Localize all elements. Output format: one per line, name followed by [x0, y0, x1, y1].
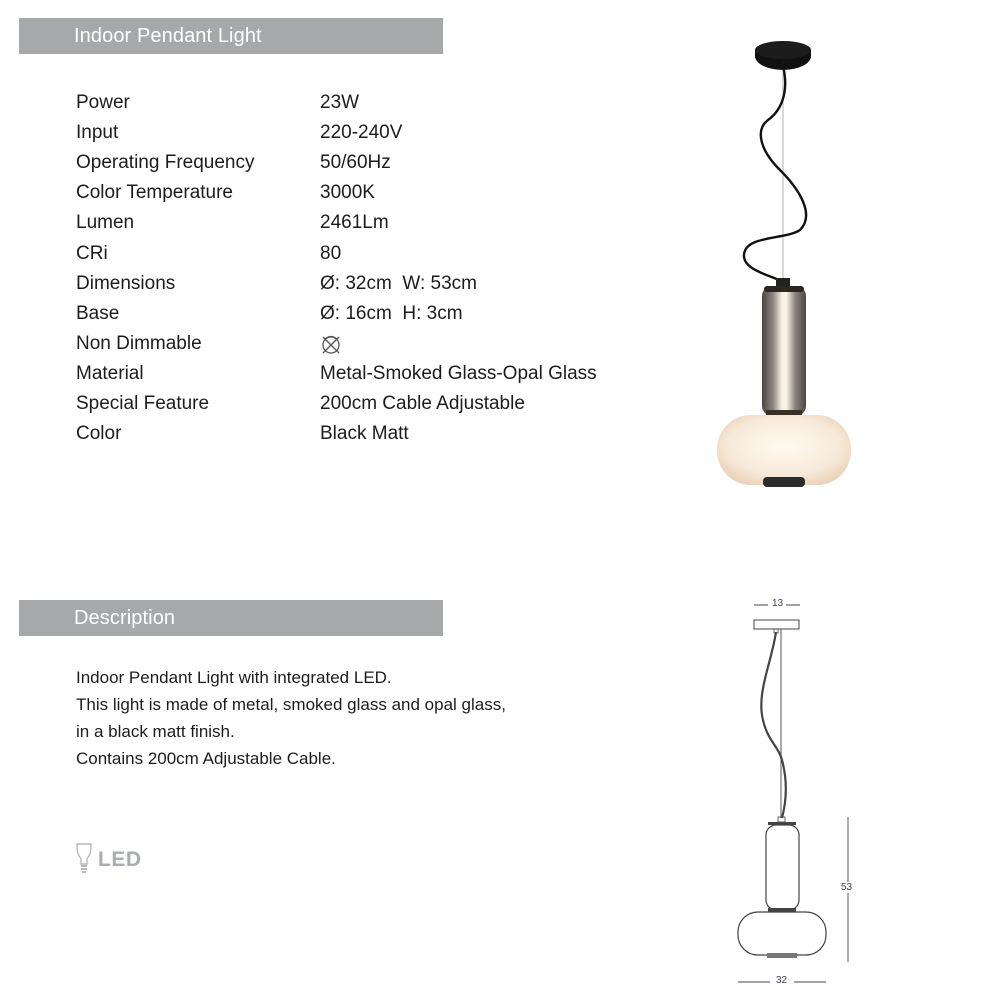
description-line: Indoor Pendant Light with integrated LED.: [76, 668, 392, 687]
specs-table: [76, 88, 597, 449]
spec-row-dimensions: [76, 269, 597, 299]
spec-row-material: [76, 359, 597, 389]
description-section-header: Description: [19, 600, 443, 636]
spec-label: Material: [76, 362, 144, 384]
spec-label: Base: [76, 302, 120, 324]
spec-label: Input: [76, 122, 119, 144]
spec-label: Color Temperature: [76, 182, 234, 204]
product-photo: [700, 30, 880, 500]
spec-label: Dimensions: [76, 272, 176, 294]
spec-value: 2461Lm: [320, 212, 389, 234]
specs-section-header: Indoor Pendant Light: [19, 18, 443, 54]
spec-row-cri: [76, 238, 597, 268]
spec-row-input: [76, 118, 597, 148]
description-text: [76, 664, 506, 772]
spec-value: Ø: 32cm W: 53cm: [320, 272, 477, 294]
bulb-icon: [74, 842, 94, 878]
description-line: This light is made of metal, smoked glass and opal glass,: [76, 695, 506, 714]
spec-value: 80: [320, 242, 342, 264]
spec-row-base: [76, 299, 597, 329]
spec-label: Power: [76, 92, 130, 114]
spec-label: Special Feature: [76, 392, 210, 414]
spec-value: Metal-Smoked Glass-Opal Glass: [320, 362, 597, 384]
spec-value: 3000K: [320, 182, 375, 204]
spec-row-special-feature: [76, 389, 597, 419]
spec-row-color: [76, 419, 597, 449]
dimension-height: 53: [841, 882, 853, 893]
led-label: LED: [98, 848, 142, 871]
description-line: Contains 200cm Adjustable Cable.: [76, 749, 336, 768]
spec-value: 220-240V: [320, 122, 403, 144]
spec-value: Ø: 16cm H: 3cm: [320, 302, 463, 324]
spec-row-lumen: [76, 208, 597, 238]
spec-value: Black Matt: [320, 423, 409, 445]
spec-row-non-dimmable: [76, 329, 597, 359]
spec-label: Lumen: [76, 212, 135, 234]
spec-row-power: [76, 88, 597, 118]
spec-label: Non Dimmable: [76, 332, 202, 354]
non-dimmable-icon: [320, 333, 342, 355]
spec-value: 23W: [320, 92, 360, 114]
spec-label: CRi: [76, 242, 108, 264]
spec-value: 50/60Hz: [320, 152, 391, 174]
spec-row-operating-frequency: [76, 148, 597, 178]
technical-drawing: [720, 590, 870, 1000]
dimension-bottom-width: 32: [776, 975, 788, 986]
spec-label: Operating Frequency: [76, 152, 255, 174]
spec-label: Color: [76, 423, 122, 445]
spec-row-color-temperature: [76, 178, 597, 208]
description-line: in a black matt finish.: [76, 722, 235, 741]
spec-value: 200cm Cable Adjustable: [320, 392, 525, 414]
dimension-top-width: 13: [772, 598, 784, 609]
led-badge: [74, 842, 142, 878]
